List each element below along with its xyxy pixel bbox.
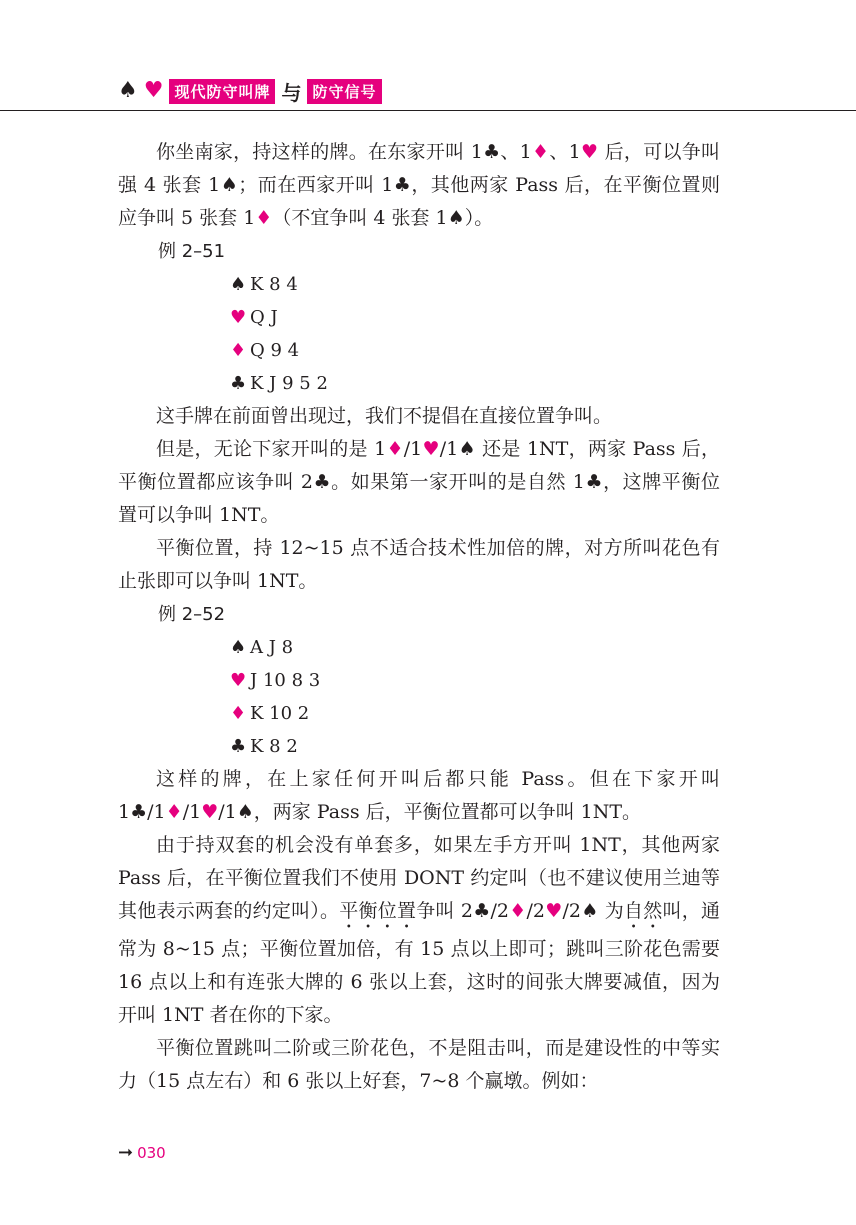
text-run: 争叫 2 [416,900,474,922]
card-ranks: Q J [250,307,278,328]
text-run: 叫，通常为 8~15 点；平衡位置加倍，有 15 点以上即可；跳叫三阶花色需要 16 点以上和有连张大牌的 6 张以上套，这时的间张大牌要减值，因为开叫 1NT 者在你的下家。 [118,900,720,1026]
red-suit-symbol: ♥ [422,438,440,460]
text-run: ，其他两家 Pass 后，在平衡位置则应争叫 5 张套 1 [118,174,720,229]
card-ranks: K 8 4 [250,274,298,295]
suit-icon: ♣ [230,373,247,394]
book-title-part-2: 防守信号 [307,79,381,104]
text-run: ，这牌平衡位置可以争叫 1NT。 [118,471,720,526]
text-run: /1 [403,438,423,460]
card-ranks: K 10 2 [250,703,310,724]
paragraph-4: 平衡位置，持 12~15 点不适合技术性加倍的牌，对方所叫花色有止张即可以争叫 1NT。 [118,537,720,592]
text-run: ♣ [312,471,332,493]
hand-suit-row [118,334,720,367]
header-rule [0,110,856,111]
suit-icon: ♠ [230,274,247,295]
running-header [118,74,382,108]
paragraph-5 [118,763,720,829]
hand-suit-row [118,301,720,334]
text-run: /1 [182,801,202,823]
suit-icon: ♦ [230,703,247,724]
text-run: ♠ [458,438,476,460]
arrow-right-icon: ➞ [118,1142,134,1163]
text-run: （不宜争叫 4 张套 1 [272,207,448,229]
text-run: /2 [526,900,546,922]
red-suit-symbol: ♥ [201,801,219,823]
hand-suit-row [118,631,720,664]
paragraph-7: 平衡位置跳叫二阶或三阶花色，不是阻击叫，而是建设性的中等实力（15 点左右）和 6 张以上好套，7~8 个赢墩。例如： [118,1037,720,1092]
red-suit-symbol: ♦ [165,801,183,823]
text-run: 还是 1NT，两家 Pass 后，平衡位置都应该争叫 2 [118,438,720,493]
example-label-2-51: 例 2–51 [158,241,226,262]
red-suit-symbol: ♥ [580,141,599,163]
text-run: 你坐南家，持这样的牌。在东家开叫 1 [156,141,483,163]
card-ranks: A J 8 [250,637,294,658]
hand-suit-row [118,730,720,763]
spade-icon: ♠ [118,78,138,103]
heart-icon: ♥ [143,78,164,103]
card-ranks: J 10 8 3 [250,670,321,691]
page-body [118,136,720,1098]
text-run: 为 [598,900,625,922]
book-title-part-1: 现代防守叫牌 [169,79,275,104]
text-run: 、1 [549,141,581,163]
suit-icon: ♦ [230,340,247,361]
text-run: ♣ [584,471,604,493]
page-footer [118,1142,166,1163]
hand-suit-row [118,268,720,301]
text-run: ♠ [581,900,599,922]
text-run: ♠ [447,207,465,229]
text-run: 这样的牌，在上家任何开叫后都只能 Pass。但在下家开叫 1 [118,768,720,823]
text-run: ♣ [130,801,148,823]
card-ranks: K J 9 5 2 [250,373,328,394]
text-run: ♣ [482,141,501,163]
hand-suit-row [118,697,720,730]
text-run: 、1 [500,141,532,163]
red-suit-symbol: ♦ [509,900,527,922]
emphasized-text: 平衡位置 [339,900,417,922]
text-run: ♣ [473,900,491,922]
text-run: /2 [562,900,582,922]
card-ranks: K 8 2 [250,736,298,757]
text-run: ；而在西家开叫 1 [238,174,394,196]
text-run: /2 [490,900,510,922]
red-suit-symbol: ♦ [386,438,404,460]
text-run: ）。 [464,207,494,229]
suit-icon: ♣ [230,736,247,757]
text-run: ♣ [393,174,412,196]
text-run: /1 [218,801,237,823]
example-hand-2-52 [118,631,720,763]
paragraph-3 [118,433,720,532]
text-run: 。如果第一家开叫的是自然 1 [331,471,585,493]
text-run: 后，可以争叫强 4 张套 1 [118,141,721,196]
text-run: 但是，无论下家开叫的是 1 [156,438,387,460]
book-title-connector: 与 [281,80,302,105]
paragraph-2: 这手牌在前面曾出现过，我们不提倡在直接位置争叫。 [156,405,613,427]
red-suit-symbol: ♦ [255,207,273,229]
text-run: ，两家 Pass 后，平衡位置都可以争叫 1NT。 [253,801,642,823]
text-run: ♠ [236,801,254,823]
example-hand-2-51 [118,268,720,400]
text-run: /1 [439,438,459,460]
red-suit-symbol: ♦ [531,141,550,163]
text-run: /1 [147,801,166,823]
paragraph-1 [118,136,720,235]
paragraph-6 [118,829,720,1032]
emphasized-text: 自然 [624,900,663,922]
hand-suit-row [118,664,720,697]
text-run: 由于持双套的机会没有单套多，如果左手方开叫 1NT，其他两家 Pass 后，在平衡位置我们不使用 DONT 约定叫（也不建议使用兰迪等其他表示两套的约定叫）。 [118,834,720,922]
red-suit-symbol: ♥ [545,900,563,922]
page-number: 030 [137,1143,166,1162]
hand-suit-row [118,367,720,400]
card-ranks: Q 9 4 [250,340,300,361]
example-label-2-52: 例 2–52 [158,604,226,625]
suit-icon: ♠ [230,637,247,658]
suit-icon: ♥ [230,307,247,328]
text-run: ♠ [220,174,239,196]
suit-icon: ♥ [230,670,247,691]
